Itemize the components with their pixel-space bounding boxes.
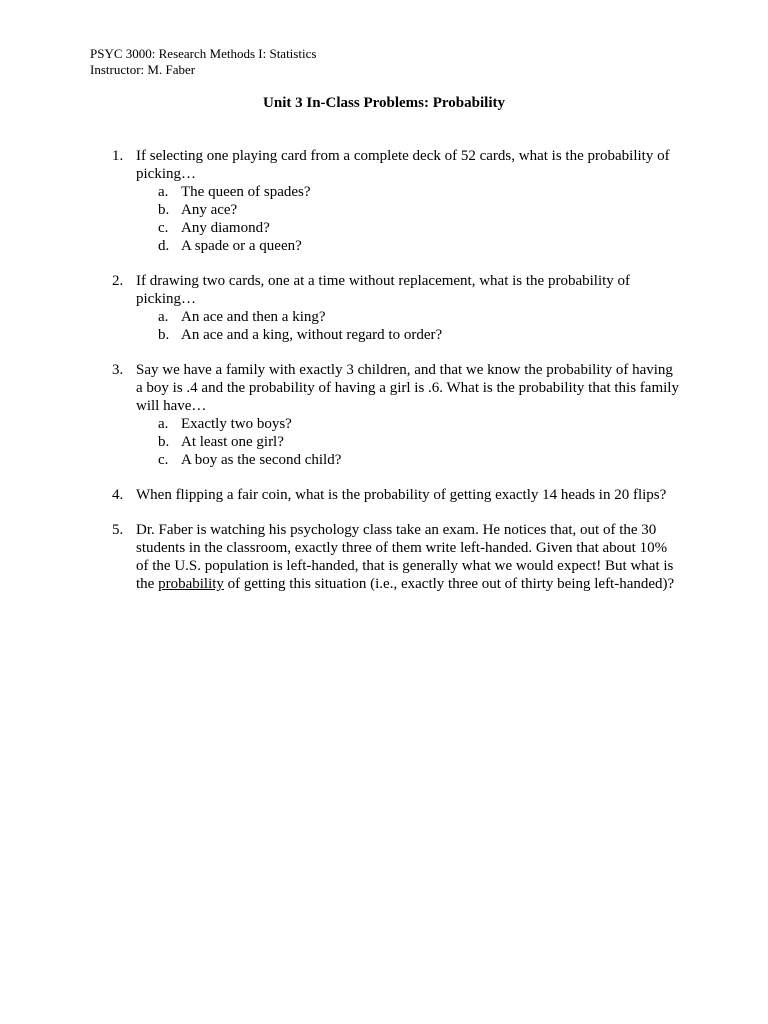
sub-question-list	[136, 183, 682, 255]
question-number: 3.	[112, 362, 124, 378]
sub-question	[136, 201, 682, 219]
question-4	[112, 486, 682, 504]
question-text-part: Dr. Faber is watching his psychology class take an exam. He notices that, out of the 30 students in the classroom, exactly three of them write left-handed. Given that about 10% of the U.S. population is left-handed, that is generally what we would expect! But what is the	[136, 522, 674, 592]
question-text-part: of getting this situation (i.e., exactly three out of thirty being left-handed)?	[223, 576, 675, 592]
page-title: Unit 3 In-Class Problems: Probability	[263, 95, 505, 111]
question-text: When flipping a fair coin, what is the probability of getting exactly 14 heads in 20 flips?	[136, 487, 667, 503]
sub-question	[136, 326, 682, 344]
document-header	[90, 46, 316, 78]
sub-question-text: An ace and a king, without regard to order?	[181, 327, 443, 343]
question-text: If drawing two cards, one at a time without replacement, what is the probability of picking…	[136, 273, 631, 307]
sub-question-letter: a.	[158, 416, 169, 432]
question-2	[112, 272, 682, 344]
sub-question-text: The queen of spades?	[181, 184, 311, 200]
sub-question-letter: b.	[158, 434, 170, 450]
sub-question-text: An ace and then a king?	[181, 309, 326, 325]
question-text: Say we have a family with exactly 3 children, and that we know the probability of having a boy is .4 and the probability of having a girl is .6. What is the probability that this family will have…	[136, 362, 679, 414]
question-number: 2.	[112, 273, 124, 289]
sub-question-letter: d.	[158, 238, 170, 254]
sub-question-letter: a.	[158, 309, 169, 325]
sub-question	[136, 219, 682, 237]
sub-question-letter: c.	[158, 452, 169, 468]
question-number: 1.	[112, 148, 124, 164]
instructor-name: Instructor: M. Faber	[90, 62, 196, 77]
sub-question-text: At least one girl?	[181, 434, 284, 450]
course-title: PSYC 3000: Research Methods I: Statistics	[90, 46, 317, 61]
sub-question	[136, 237, 682, 255]
question-5	[112, 521, 682, 593]
sub-question-text: Any diamond?	[181, 220, 270, 236]
sub-question-letter: b.	[158, 327, 170, 343]
question-text	[136, 521, 682, 593]
question-number: 4.	[112, 487, 124, 503]
question-text: If selecting one playing card from a complete deck of 52 cards, what is the probability of picking…	[136, 148, 670, 182]
sub-question-list	[136, 415, 682, 469]
sub-question	[136, 415, 682, 433]
sub-question	[136, 183, 682, 201]
question-1	[112, 147, 682, 255]
question-3	[112, 361, 682, 469]
sub-question	[136, 308, 682, 326]
sub-question-list	[136, 308, 682, 344]
sub-question-text: A spade or a queen?	[181, 238, 302, 254]
question-list	[112, 147, 682, 593]
sub-question	[136, 433, 682, 451]
question-number: 5.	[112, 522, 124, 538]
sub-question-letter: b.	[158, 202, 170, 218]
sub-question-text: Exactly two boys?	[181, 416, 292, 432]
sub-question-text: Any ace?	[181, 202, 238, 218]
sub-question-letter: c.	[158, 220, 169, 236]
sub-question	[136, 451, 682, 469]
sub-question-letter: a.	[158, 184, 169, 200]
sub-question-text: A boy as the second child?	[181, 452, 342, 468]
underlined-word: probability	[158, 576, 224, 592]
